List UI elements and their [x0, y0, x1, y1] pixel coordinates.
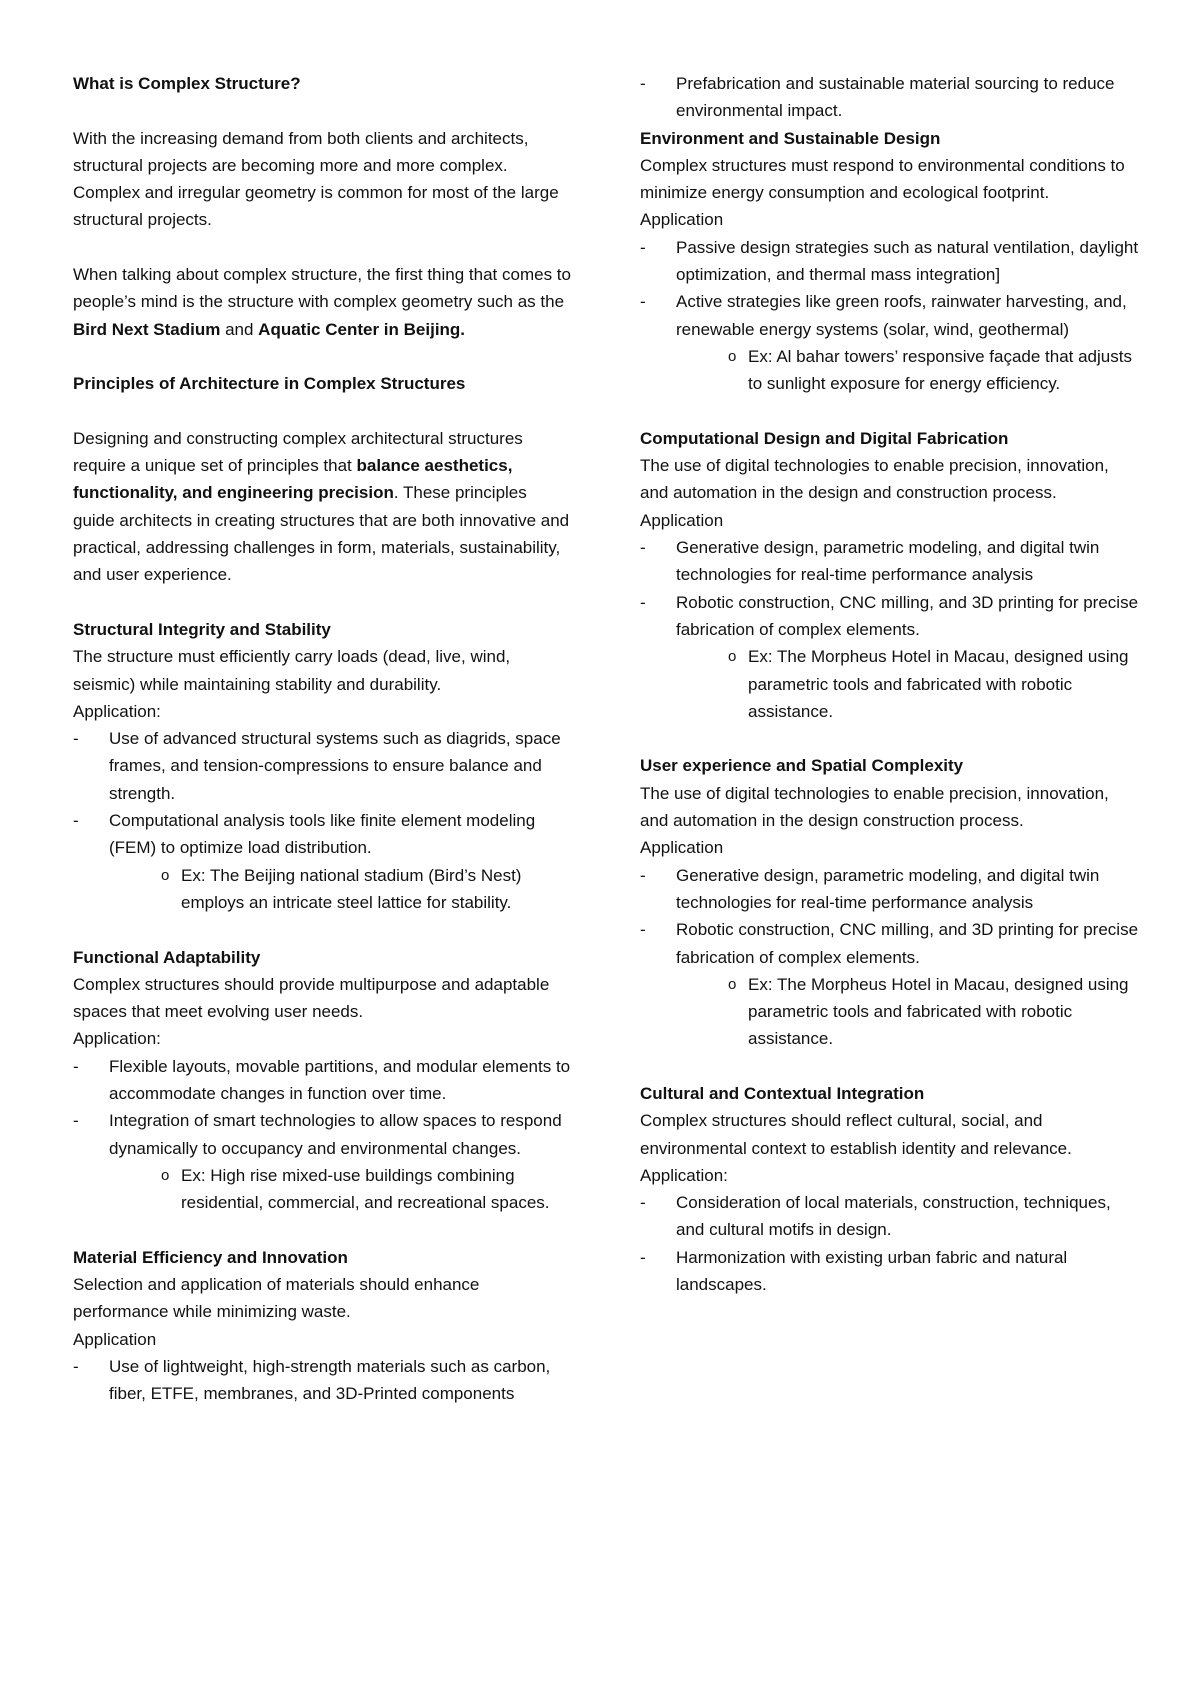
list-item	[73, 725, 573, 807]
list-item	[640, 1244, 1140, 1299]
list-item	[73, 1107, 573, 1216]
section-description: The use of digital technologies to enable precision, innovation, and automation in the design and construction process.	[640, 456, 1109, 503]
circle-bullet-icon: o	[161, 1166, 170, 1184]
section-description: Selection and application of materials should enhance performance while minimizing waste.	[73, 1275, 480, 1322]
application-label: Application	[73, 1329, 157, 1349]
application-list	[73, 1053, 573, 1217]
section-heading: Material Efficiency and Innovation	[73, 1247, 348, 1267]
dash-marker: -	[640, 74, 646, 93]
list-item	[640, 1189, 1140, 1244]
dash-marker: -	[640, 237, 646, 257]
example-text: Ex: Al bahar towers’ responsive façade that adjusts to sunlight exposure for energy efficiency.	[748, 346, 1132, 394]
list-item	[640, 916, 1140, 1052]
list-item-text: Active strategies like green roofs, rainwater harvesting, and, renewable energy systems (solar, wind, geothermal)	[676, 292, 1127, 339]
example-item	[676, 971, 1140, 1053]
dash-marker: -	[640, 920, 646, 940]
application-label: Application	[640, 210, 724, 230]
dash-marker: -	[73, 1356, 79, 1376]
section-cultural-contextual	[640, 1080, 1140, 1298]
section-description: Complex structures should provide multipurpose and adaptable spaces that meet evolving user needs.	[73, 974, 550, 1022]
circle-bullet-icon: o	[728, 347, 737, 365]
list-item-text: Computational analysis tools like finite element modeling (FEM) to optimize load distribution.	[109, 811, 536, 858]
example-list	[676, 971, 1140, 1053]
section-heading: Cultural and Contextual Integration	[640, 1083, 925, 1103]
section-user-experience	[640, 752, 1140, 1052]
principles-text-c: . These principles guide architects in creating structures that are both innovative and practical, addressing challenges in form, materials, sustainability, and user experience.	[73, 483, 570, 585]
list-item-text: Passive design strategies such as natural ventilation, daylight optimization, and thermal mass integration]	[676, 237, 1139, 285]
section-description: The use of digital technologies to enable precision, innovation, and automation in the design construction process.	[640, 783, 1109, 831]
application-list	[640, 862, 1140, 1053]
list-item-text: Robotic construction, CNC milling, and 3D printing for precise fabrication of complex elements.	[676, 592, 1139, 639]
section-heading: User experience and Spatial Complexity	[640, 756, 964, 776]
example-text: Ex: The Beijing national stadium (Bird’s Nest) employs an intricate steel lattice for stability.	[181, 865, 522, 912]
principles-emphasis: balance aesthetics, functionality, and engineering precision	[73, 456, 513, 503]
list-item	[640, 534, 1140, 589]
example-item	[676, 643, 1140, 725]
section-heading: Environment and Sustainable Design	[640, 128, 941, 148]
right-column	[640, 70, 1140, 1298]
application-list	[640, 534, 1140, 725]
dash-marker: -	[640, 1193, 646, 1213]
document-title: What is Complex Structure?	[73, 74, 301, 93]
example-item	[676, 343, 1140, 398]
example-item	[109, 1162, 573, 1217]
dash-marker: -	[640, 292, 646, 312]
list-item-text: Prefabrication and sustainable material sourcing to reduce environmental impact.	[676, 74, 1115, 121]
intro-and: and	[220, 319, 259, 339]
example-text: Ex: The Morpheus Hotel in Macau, designed using parametric tools and fabricated with robotic assistance.	[748, 974, 1129, 1049]
dash-marker: -	[640, 538, 646, 558]
dash-marker: -	[73, 729, 79, 749]
list-item-text: Harmonization with existing urban fabric and natural landscapes.	[676, 1247, 1068, 1295]
dash-marker: -	[73, 1056, 79, 1076]
list-item-text: Robotic construction, CNC milling, and 3D printing for precise fabrication of complex elements.	[676, 920, 1139, 967]
list-item	[73, 1353, 573, 1408]
section-material-efficiency	[73, 1244, 573, 1408]
dash-marker: -	[73, 1111, 79, 1131]
example-list	[109, 1162, 573, 1217]
application-list	[640, 234, 1140, 398]
list-item	[640, 288, 1140, 397]
dash-marker: -	[640, 592, 646, 612]
list-item	[640, 862, 1140, 917]
intro-paragraph-1: With the increasing demand from both clients and architects, structural projects are becoming more and more complex. Complex and irregular geometry is common for most of the large structural projects.	[73, 128, 559, 230]
list-item-text: Integration of smart technologies to allow spaces to respond dynamically to occupancy and environmental changes.	[109, 1111, 562, 1158]
example-text: Ex: High rise mixed-use buildings combining residential, commercial, and recreational spaces.	[181, 1165, 550, 1213]
principles-text-a: Designing and constructing complex architectural structures require a unique set of principles that	[73, 428, 523, 476]
list-item	[73, 807, 573, 916]
list-item-text: Use of lightweight, high-strength materials such as carbon, fiber, ETFE, membranes, and 3D-Printed components	[109, 1356, 551, 1404]
aquatic-center-term: Aquatic Center in Beijing.	[258, 319, 466, 339]
bird-nest-term: Bird Next Stadium	[73, 319, 221, 339]
section-heading: Structural Integrity and Stability	[73, 619, 331, 639]
application-label: Application	[640, 510, 724, 530]
circle-bullet-icon: o	[728, 975, 737, 993]
section-heading: Computational Design and Digital Fabrication	[640, 428, 1009, 448]
application-list	[73, 725, 573, 916]
principles-paragraph	[73, 425, 573, 589]
circle-bullet-icon: o	[728, 648, 737, 666]
application-list	[640, 1189, 1140, 1298]
application-list	[73, 1353, 573, 1408]
list-item-text: Flexible layouts, movable partitions, and modular elements to accommodate changes in function over time.	[109, 1056, 571, 1103]
section-description: Complex structures should reflect cultural, social, and environmental context to establish identity and relevance.	[640, 1111, 1072, 1158]
intro-paragraph-2	[73, 261, 573, 343]
dash-marker: -	[640, 1247, 646, 1267]
list-item-text: Consideration of local materials, construction, techniques, and cultural motifs in design.	[676, 1193, 1111, 1240]
section-functional-adaptability	[73, 944, 573, 1217]
section-environment-sustainable	[640, 125, 1140, 398]
section-structural-integrity	[73, 616, 573, 916]
list-item	[640, 589, 1140, 725]
list-item-text: Generative design, parametric modeling, and digital twin technologies for real-time performance analysis	[676, 538, 1100, 585]
example-item	[109, 862, 573, 917]
principles-heading: Principles of Architecture in Complex Structures	[73, 374, 466, 394]
intro-text: When talking about complex structure, the first thing that comes to people’s mind is the structure with complex geometry such as the	[73, 265, 571, 312]
circle-bullet-icon: o	[161, 866, 170, 884]
application-label: Application	[640, 838, 724, 858]
dash-marker: -	[73, 811, 79, 831]
section-heading: Functional Adaptability	[73, 947, 261, 967]
continued-list	[640, 70, 1140, 125]
example-list	[676, 643, 1140, 725]
list-item-text: Generative design, parametric modeling, and digital twin technologies for real-time performance analysis	[676, 865, 1100, 912]
dash-marker: -	[640, 865, 646, 885]
list-item	[73, 1053, 573, 1108]
application-label: Application:	[73, 1029, 161, 1049]
left-column	[73, 70, 573, 1408]
list-item-text: Use of advanced structural systems such as diagrids, space frames, and tension-compressions to ensure balance and strength.	[109, 729, 561, 803]
example-list	[109, 862, 573, 917]
section-description: The structure must efficiently carry loads (dead, live, wind, seismic) while maintaining stability and durability.	[73, 647, 511, 694]
list-item	[640, 234, 1140, 289]
section-description: Complex structures must respond to environmental conditions to minimize energy consumption and ecological footprint.	[640, 155, 1125, 203]
example-list	[676, 343, 1140, 398]
application-label: Application:	[640, 1165, 728, 1185]
section-computational-design	[640, 425, 1140, 725]
example-text: Ex: The Morpheus Hotel in Macau, designed using parametric tools and fabricated with robotic assistance.	[748, 647, 1129, 721]
application-label: Application:	[73, 701, 161, 721]
list-item	[640, 70, 1140, 125]
